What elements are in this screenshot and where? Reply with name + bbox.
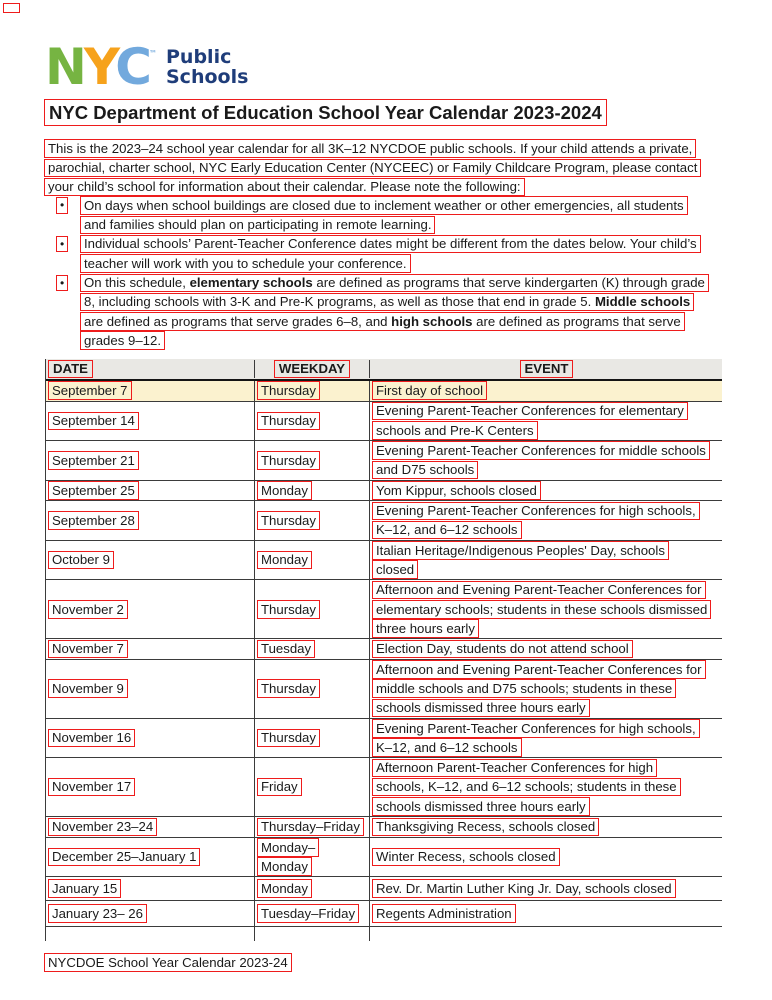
event-cell	[369, 441, 723, 480]
date-cell	[46, 402, 254, 441]
table-row	[46, 501, 722, 541]
weekday-line	[257, 778, 369, 797]
date-cell	[46, 441, 254, 480]
weekday-line-text: Monday–	[257, 838, 319, 857]
weekday-line	[257, 728, 369, 747]
date-cell	[46, 660, 254, 718]
weekday-line-text: Monday	[257, 551, 312, 570]
weekday-line-text: Monday	[257, 481, 312, 500]
date-cell	[46, 817, 254, 837]
bullet-line-text: are defined as programs that serve grades 6–8, and high schools are defined as programs that serve	[80, 312, 685, 331]
nyc-logo-letters	[45, 38, 157, 96]
date-cell	[46, 381, 254, 401]
page-title: NYC Department of Education School Year Calendar 2023-2024	[44, 99, 607, 126]
page-title-row	[44, 99, 607, 126]
logo-word-schools: Schools	[166, 65, 249, 88]
date-value: September 28	[48, 511, 139, 530]
event-line	[372, 817, 723, 836]
date-value: September 25	[48, 481, 139, 500]
event-line-text: schools dismissed three hours early	[372, 699, 590, 718]
trademark-symbol: ™	[149, 49, 157, 58]
table-row	[46, 838, 722, 878]
intro-line	[44, 178, 701, 197]
event-line	[372, 580, 723, 599]
weekday-cell	[254, 501, 369, 540]
logo-word-public: Public	[166, 46, 232, 68]
header-date-label: DATE	[48, 360, 93, 378]
event-line	[372, 441, 723, 460]
weekday-cell	[254, 758, 369, 816]
event-line	[372, 879, 723, 898]
tail-weekday-col	[254, 927, 369, 941]
event-line-text: Regents Administration	[372, 904, 516, 923]
event-cell	[369, 719, 723, 758]
date-cell	[46, 877, 254, 900]
intro-line-text: parochial, charter school, NYC Early Education Center (NYCEEC) or Family Childcare Program, please contact	[44, 159, 701, 178]
event-line	[372, 797, 723, 816]
weekday-cell	[254, 441, 369, 480]
date-value: November 2	[48, 600, 128, 619]
bullet-line-text: grades 9–12.	[80, 331, 165, 350]
weekday-line-text: Thursday	[257, 729, 320, 748]
date-value: November 16	[48, 729, 135, 748]
event-line-text: Evening Parent-Teacher Conferences for middle schools	[372, 441, 710, 460]
event-cell	[369, 639, 723, 659]
bullet-marker: •	[56, 275, 68, 292]
logo-letter-c: C	[115, 38, 149, 96]
date-cell	[46, 541, 254, 580]
weekday-cell	[254, 719, 369, 758]
table-row	[46, 758, 722, 817]
event-cell	[369, 402, 723, 441]
weekday-cell	[254, 541, 369, 580]
date-value: January 23– 26	[48, 904, 147, 923]
bullet-line	[80, 312, 709, 331]
weekday-line-text: Thursday–Friday	[257, 818, 364, 837]
date-cell	[46, 719, 254, 758]
weekday-cell	[254, 817, 369, 837]
weekday-cell	[254, 877, 369, 900]
bullet-marker: •	[56, 236, 68, 253]
event-line-text: Yom Kippur, schools closed	[372, 481, 541, 500]
event-line-text: schools, K–12, and 6–12 schools; students in these	[372, 778, 681, 797]
weekday-line	[257, 451, 369, 470]
weekday-cell	[254, 481, 369, 501]
event-line-text: Evening Parent-Teacher Conferences for elementary	[372, 402, 688, 421]
table-row	[46, 381, 722, 402]
event-cell	[369, 758, 723, 816]
event-line	[372, 719, 723, 738]
weekday-line-text: Thursday	[257, 600, 320, 619]
date-cell	[46, 481, 254, 501]
weekday-line-text: Tuesday–Friday	[257, 904, 359, 923]
bullet-line-text: teacher will work with you to schedule your conference.	[80, 254, 411, 273]
footer-label: NYCDOE School Year Calendar 2023-24	[44, 953, 292, 972]
table-row	[46, 441, 722, 481]
weekday-cell	[254, 660, 369, 718]
event-line	[372, 847, 723, 866]
tail-date-col	[46, 927, 254, 941]
table-header-row	[46, 359, 722, 381]
bullet-marker: •	[56, 197, 68, 214]
table-body	[46, 381, 722, 927]
tail-event-col	[369, 927, 723, 941]
logo-letter-n: N	[45, 38, 84, 96]
weekday-cell	[254, 639, 369, 659]
event-line-text: elementary schools; students in these schools dismissed	[372, 600, 711, 619]
event-line	[372, 381, 723, 400]
event-line-text: schools dismissed three hours early	[372, 797, 590, 816]
weekday-line	[257, 550, 369, 569]
event-line-text: Thanksgiving Recess, schools closed	[372, 818, 599, 837]
weekday-line-text: Tuesday	[257, 640, 315, 659]
weekday-line-text: Friday	[257, 778, 302, 797]
table-row	[46, 877, 722, 901]
event-line-text: middle schools and D75 schools; students in these	[372, 679, 676, 698]
weekday-cell	[254, 580, 369, 638]
event-cell	[369, 381, 723, 401]
weekday-line	[257, 600, 369, 619]
bullet-marker-column	[44, 196, 80, 215]
date-cell	[46, 639, 254, 659]
event-line	[372, 698, 723, 717]
event-line-text: Italian Heritage/Indigenous Peoples' Day, schools	[372, 541, 669, 560]
event-line-text: K–12, and 6–12 schools	[372, 521, 522, 540]
weekday-line-text: Thursday	[257, 511, 320, 530]
event-line	[372, 501, 723, 520]
weekday-cell	[254, 402, 369, 441]
header-event-label: EVENT	[520, 360, 574, 378]
weekday-line	[257, 679, 369, 698]
weekday-cell	[254, 901, 369, 926]
date-value: January 15	[48, 879, 121, 898]
calendar-table	[45, 359, 722, 941]
table-row	[46, 639, 722, 660]
intro-line	[44, 139, 701, 158]
intro-line-text: your child’s school for information about their calendar. Please note the following:	[44, 178, 525, 197]
event-line-text: Afternoon and Evening Parent-Teacher Conferences for	[372, 581, 706, 600]
bullet-line-text: On this schedule, elementary schools are defined as programs that serve kindergarten (K) through grade	[80, 274, 709, 293]
event-line	[372, 460, 723, 479]
table-row	[46, 580, 722, 639]
bullet-line-text: Individual schools’ Parent-Teacher Conference dates might be different from the dates below. Your child’s	[80, 235, 701, 254]
table-tail-lines	[46, 927, 722, 941]
bullet-item	[44, 235, 709, 274]
bullet-marker-column	[44, 235, 80, 254]
bullet-line	[80, 273, 709, 292]
event-cell	[369, 660, 723, 718]
table-row	[46, 402, 722, 442]
date-cell	[46, 901, 254, 926]
event-line	[372, 660, 723, 679]
event-line-text: schools and Pre-K Centers	[372, 421, 538, 440]
event-line-text: Afternoon and Evening Parent-Teacher Conferences for	[372, 660, 706, 679]
annotation-marker	[3, 3, 20, 13]
intro-paragraph	[44, 139, 701, 197]
event-line-text: Election Day, students do not attend school	[372, 640, 633, 659]
weekday-cell	[254, 381, 369, 401]
bullet-line	[80, 292, 709, 311]
weekday-line-text: Monday	[257, 879, 312, 898]
weekday-line-text: Thursday	[257, 451, 320, 470]
intro-line	[44, 158, 701, 177]
date-value: December 25–January 1	[48, 848, 200, 867]
weekday-line	[257, 857, 369, 876]
logo-letter-y: Y	[83, 38, 116, 96]
event-cell	[369, 817, 723, 837]
weekday-line	[257, 904, 369, 923]
bullet-line	[80, 254, 709, 273]
nyc-public-schools-logo	[45, 38, 249, 96]
weekday-line	[257, 817, 369, 836]
event-line-text: Evening Parent-Teacher Conferences for high schools,	[372, 719, 700, 738]
logo-wordmark	[166, 42, 248, 88]
event-cell	[369, 580, 723, 638]
date-cell	[46, 580, 254, 638]
date-value: November 7	[48, 640, 128, 659]
table-row	[46, 481, 722, 502]
weekday-line	[257, 639, 369, 658]
event-line	[372, 904, 723, 923]
weekday-line-text: Monday	[257, 857, 312, 876]
event-line	[372, 778, 723, 797]
date-value: October 9	[48, 551, 114, 570]
weekday-line	[257, 481, 369, 500]
event-line	[372, 402, 723, 421]
date-value: November 17	[48, 778, 135, 797]
bullet-text	[80, 196, 709, 235]
event-line	[372, 481, 723, 500]
weekday-line-text: Thursday	[257, 381, 320, 400]
event-line	[372, 738, 723, 757]
event-line	[372, 758, 723, 777]
header-cell-date	[46, 360, 254, 378]
event-line	[372, 679, 723, 698]
date-cell	[46, 758, 254, 816]
event-cell	[369, 501, 723, 540]
table-row	[46, 901, 722, 927]
date-cell	[46, 501, 254, 540]
weekday-line	[257, 511, 369, 530]
bullet-item	[44, 273, 709, 350]
weekday-line	[257, 381, 369, 400]
bullet-line	[80, 331, 709, 350]
header-weekday-label: WEEKDAY	[274, 360, 350, 378]
bullet-marker-column	[44, 273, 80, 292]
event-line-text: Afternoon Parent-Teacher Conferences for high	[372, 759, 657, 778]
weekday-line-text: Thursday	[257, 412, 320, 431]
bullet-line-text: 8, including schools with 3-K and Pre-K programs, as well as those that end in grade 5. Middle schools	[80, 293, 694, 312]
bullet-line-text: and families should plan on participating in remote learning.	[80, 216, 435, 235]
bullet-text	[80, 235, 709, 274]
event-line-text: Rev. Dr. Martin Luther King Jr. Day, schools closed	[372, 879, 676, 898]
event-cell	[369, 838, 723, 877]
event-line	[372, 421, 723, 440]
table-row	[46, 541, 722, 581]
date-cell	[46, 838, 254, 877]
event-line-text: First day of school	[372, 381, 487, 400]
bullet-line-text: On days when school buildings are closed due to inclement weather or other emergencies, all students	[80, 196, 688, 215]
bullet-line	[80, 215, 709, 234]
event-line	[372, 600, 723, 619]
event-line	[372, 541, 723, 560]
intro-line-text: This is the 2023–24 school year calendar for all 3K–12 NYCDOE public schools. If your child attends a private,	[44, 139, 696, 158]
date-value: November 9	[48, 679, 128, 698]
event-cell	[369, 877, 723, 900]
bullet-item	[44, 196, 709, 235]
bullet-line	[80, 196, 709, 215]
bullet-line	[80, 235, 709, 254]
table-row	[46, 817, 722, 838]
event-line-text: closed	[372, 560, 418, 579]
event-line	[372, 520, 723, 539]
table-row	[46, 719, 722, 759]
header-cell-event	[369, 360, 723, 378]
table-row	[46, 660, 722, 719]
weekday-line	[257, 838, 369, 857]
event-line-text: K–12, and 6–12 schools	[372, 738, 522, 757]
date-value: September 21	[48, 451, 139, 470]
weekday-line	[257, 411, 369, 430]
event-line-text: three hours early	[372, 619, 479, 638]
event-line	[372, 639, 723, 658]
date-value: September 14	[48, 412, 139, 431]
weekday-line-text: Thursday	[257, 679, 320, 698]
event-cell	[369, 541, 723, 580]
footer-row	[44, 953, 292, 972]
weekday-cell	[254, 838, 369, 877]
header-cell-weekday	[254, 360, 369, 378]
event-line-text: and D75 schools	[372, 461, 478, 480]
event-cell	[369, 481, 723, 501]
event-line	[372, 619, 723, 638]
event-line-text: Evening Parent-Teacher Conferences for high schools,	[372, 502, 700, 521]
date-value: September 7	[48, 381, 132, 400]
event-line-text: Winter Recess, schools closed	[372, 848, 560, 867]
bullet-list	[44, 196, 709, 350]
event-line	[372, 560, 723, 579]
date-value: November 23–24	[48, 818, 157, 837]
weekday-line	[257, 879, 369, 898]
bullet-text	[80, 273, 709, 350]
event-cell	[369, 901, 723, 926]
